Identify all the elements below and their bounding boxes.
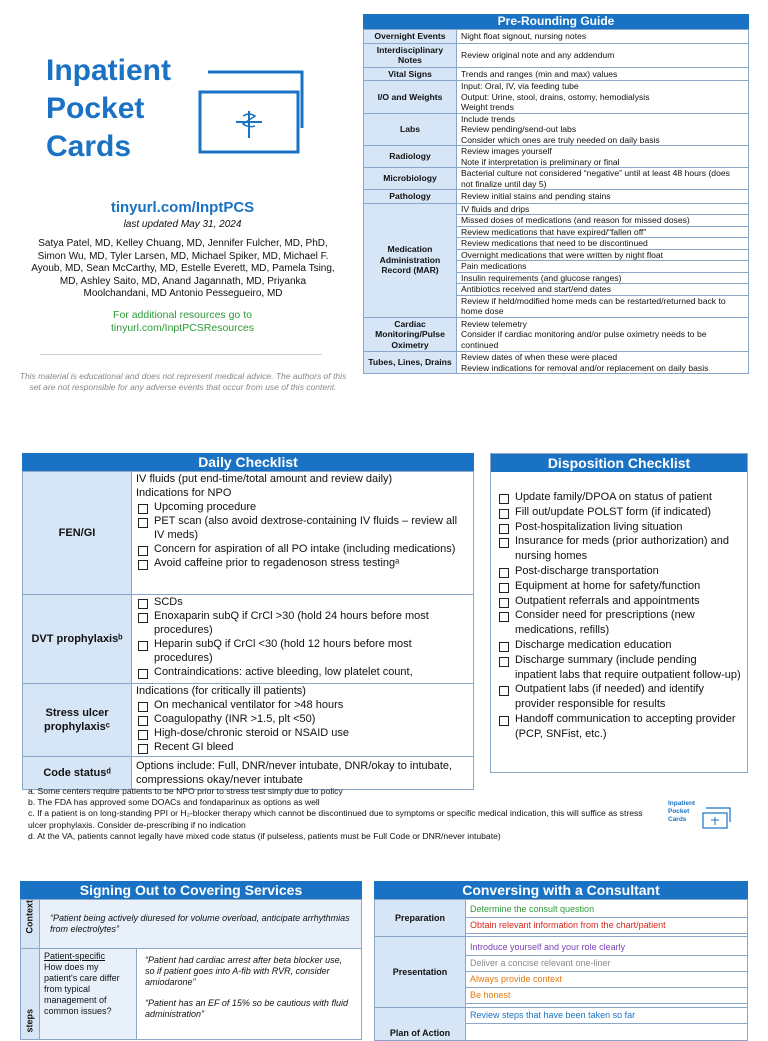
signout-section [20,881,362,1033]
fen-checkbox-item[interactable]: PET scan (also avoid dextrose-containing IV fluids – review all IV meds) [136,514,469,542]
quotes-cell [137,949,362,1040]
consult-step: Deliver a concise relevant one-liner [466,956,747,972]
code-row [23,757,474,790]
prerounding-table [363,29,749,374]
dvt-label: DVT prophylaxisᵇ [23,595,132,684]
dvt-row [23,595,474,684]
disposition-checkbox-item[interactable]: Post-discharge transportation [497,564,741,579]
small-logo-line-2: Pocket [668,808,690,815]
daily-checklist [22,453,474,790]
signout-table [20,899,362,1040]
disposition-checkbox-item[interactable]: Outpatient labs (if needed) and identify provider responsible for results [497,682,741,712]
mar-line: Insulin requirements (and glucose ranges) [457,272,749,284]
mar-line: Review if held/modified home meds can be restarted/returned back to home dose [457,295,749,317]
prerounding-line: Night float signout, nursing notes [461,31,587,41]
prerounding-label: Vital Signs [364,67,457,81]
stress-ulcer-row [23,684,474,757]
prerounding-value [457,67,749,81]
disposition-checkbox-item[interactable]: Post-hospitalization living situation [497,520,741,535]
fen-row [23,472,474,595]
footnote: a. Some centers require patients to be NPO prior to stress test simply due to policy [28,786,343,796]
fen-plain-line: IV fluids (put end-time/total amount and review daily) [136,473,393,485]
fen-plain-line: Indications for NPO [136,487,232,499]
disposition-checkbox-item[interactable]: Fill out/update POLST form (if indicated) [497,505,741,520]
context-row [21,900,362,949]
mar-line: Overnight medications that were written by night float [457,249,749,261]
prerounding-row [364,317,749,352]
authors: Satya Patel, MD, Kelley Chuang, MD, Jennifer Fulcher, MD, PhD, Simon Wu, MD, Tyler Larsen, MD, Michael Spiker, MD, Michael F. Ayoub, MD, Sean McCarthy, MD, Estelle Everett, MD, Pamela Tsing, MD, Ashley Saito, MD, Anand Jagannath, MD, Priyanka Moolchandani, MD Antonio Pessegueiro, MD [31,238,335,300]
context-text: “Patient being actively diuresed for volume overload, anticipate arrhythmias from electrolytes” [40,900,362,949]
prerounding-label: Overnight Events [364,30,457,44]
disclaimer: This material is educational and does not represent medical advice. The authors of this set are not responsible for any adverse events that occur from use of this content. [19,371,347,392]
disposition-checkbox-item[interactable]: Discharge medication education [497,638,741,653]
prerounding-label: I/O and Weights [364,81,457,114]
stress-ulcer-checkbox-item[interactable]: Coagulopathy (INR >1.5, plt <50) [136,712,469,726]
prerounding-line: Review telemetry [461,318,527,329]
footnote: b. The FDA has approved some DOACs and fondaparinux as options as well [28,797,320,808]
prerounding-line: Trends and ranges (min and max) values [461,68,618,79]
code-content: Options include: Full, DNR/never intubate, DNR/okay to intubate, compressions okay/never intubate [132,757,474,790]
dvt-content [132,595,474,684]
mar-line: Review medications that have expired/“fallen off” [457,226,749,238]
prerounding-value [457,113,749,146]
stress-ulcer-checkbox-item[interactable]: High-dose/chronic steroid or NSAID use [136,726,469,740]
prerounding-label: Radiology [364,146,457,168]
stress-ulcer-label: Stress ulcer prophylaxisᶜ [23,684,132,757]
stress-ulcer-checkbox-item[interactable]: On mechanical ventilator for >48 hours [136,698,469,712]
prerounding-value [457,317,749,352]
stress-ulcer-checkbox-item[interactable]: Recent GI bleed [136,740,469,754]
small-logo-line-1: Inpatient [668,800,696,807]
title-line-2: Pocket [46,92,145,125]
prerounding-label: Microbiology [364,168,457,190]
prerounding-row [364,43,749,67]
fen-label: FEN/GI [23,472,132,595]
footnote: c. If a patient is on long-standing PPI or H₂-blocker therapy which cannot be discontinued due to symptoms or specific medical indication, this will suffice as stress ulcer prophylaxis. Consider de-prescribing if no indication [28,808,643,830]
prerounding-value [457,30,749,44]
plan-content [466,1008,748,1041]
prerounding-value [457,43,749,67]
daily-title: Daily Checklist [22,453,474,471]
dvt-checkbox-item[interactable]: Contraindications: active bleeding, low platelet count, [136,665,469,679]
disposition-checkbox-item[interactable]: Outpatient referrals and appointments [497,594,741,609]
disposition-checkbox-item[interactable]: Insurance for meds (prior authorization) and nursing homes [497,534,741,564]
footnote: d. At the VA, patients cannot legally have mixed code status (if pulseless, patients must be Full Code or DNR/never intubate) [28,830,501,841]
mar-line: Antibiotics received and start/end dates [457,284,749,296]
consult-step: Always provide context [466,972,747,988]
prerounding-line: Review dates of when these were placed [461,352,618,362]
prerounding-row [364,30,749,44]
mar-line: Missed doses of medications (and reason for missed doses) [457,215,749,227]
small-logo-line-3: Cards [668,816,687,823]
fen-checkbox-item[interactable]: Upcoming procedure [136,500,469,514]
consult-step: Be honest [466,988,747,1004]
patient-specific-row [21,949,362,1040]
consult-step: Obtain relevant information from the chart/patient [466,918,747,934]
consult-step: Review steps that have been taken so far [466,1008,747,1024]
prerounding-line: Include trends [461,113,515,124]
prerounding-row [364,67,749,81]
patient-specific-text: How does my patient's care differ from typical management of common issues? [44,962,120,1016]
disposition-checkbox-item[interactable]: Consider need for prescriptions (new medications, refills) [497,608,741,638]
consult-step: Determine the consult question [466,902,747,918]
consultant-table [374,899,748,1041]
prerounding-row [364,168,749,190]
prerounding-line: Consider if cardiac monitoring and/or pulse oximetry needs to be continued [461,329,707,350]
prerounding-label: Labs [364,113,457,146]
quote-1: “Patient had cardiac arrest after beta blocker use, so if patient goes into A-fib with RVR, consider amiodarone” [145,955,343,987]
fen-checkbox-item[interactable]: Avoid caffeine prior to regadenoson stress testingᵃ [136,556,469,570]
disposition-checkbox-item[interactable]: Update family/DPOA on status of patient [497,490,741,505]
dvt-checkbox-item[interactable]: Enoxaparin subQ if CrCl >30 (hold 24 hours before most procedures) [136,609,469,637]
code-label: Code statusᵈ [23,757,132,790]
presentation-content [466,937,748,1008]
prerounding-value [457,190,749,204]
prerounding-line: Review indications for removal and/or replacement on daily basis [461,362,709,373]
presentation-row [375,937,748,1008]
footnotes [28,786,648,842]
small-logo [668,800,695,824]
presentation-label: Presentation [375,937,466,1008]
disposition-checkbox-item[interactable]: Equipment at home for safety/function [497,579,741,594]
prerounding-label: Cardiac Monitoring/Pulse Oximetry [364,317,457,352]
prerounding-value [457,81,749,114]
prerounding-title: Pre-Rounding Guide [363,14,749,29]
prerounding-line: Review original note and any addendum [461,49,615,60]
prerounding-label: Pathology [364,190,457,204]
plan-label: Plan of Action [375,1008,466,1041]
prerounding-line: Review images yourself [461,146,552,156]
su-indications: Indications (for critically ill patients) [136,685,306,697]
prerounding-line: Weight trends [461,102,514,112]
prerounding-row [364,146,749,168]
consultant-title: Conversing with a Consultant [374,881,748,899]
mar-line: Pain medications [457,261,749,273]
prerounding-row [364,190,749,204]
prerounding-line: Note if interpretation is preliminary or final [461,156,620,167]
plan-row [375,1008,748,1041]
prerounding-line: Bacterial culture not considered “negative” until at least 48 hours (does not finalize until day 5) [461,168,730,189]
title-line-1: Inpatient [46,54,171,87]
dvt-checkbox-item[interactable]: SCDs [136,595,469,609]
consult-step: Introduce yourself and your role clearly [466,940,747,956]
prerounding-label: Tubes, Lines, Drains [364,352,457,374]
context-label: Context [21,900,40,949]
patient-specific-head: Patient-specific [44,951,106,961]
prerounding-value [457,168,749,190]
steps-label: steps [21,949,40,1040]
disposition-checkbox-item[interactable]: Handoff communication to accepting provider (PCP, SNFist, etc.) [497,712,741,742]
small-cards-icon [702,806,732,835]
quote-2: “Patient has an EF of 15% so be cautious with fluid administration” [145,998,348,1019]
prep-label: Preparation [375,900,466,937]
patient-specific-cell [40,949,137,1040]
prerounding-row [364,81,749,114]
fen-checkbox-item[interactable]: Concern for aspiration of all PO intake (including medications) [136,542,469,556]
prep-content [466,900,748,937]
url-link[interactable]: tinyurl.com/InptPCS [110,199,255,216]
mar-label: Medication Administration Record (MAR) [364,203,457,317]
divider [40,354,322,355]
prerounding-row [364,113,749,146]
prerounding-line: Input: Oral, IV, via feeding tube [461,81,579,91]
disposition-list [497,490,741,742]
page-title [46,52,171,166]
mar-line: IV fluids and drips [457,203,749,215]
prerounding-value [457,146,749,168]
prerounding-guide [363,14,749,374]
prerounding-line: Consider which ones are truly needed on daily basis [461,134,660,145]
prerounding-row [364,352,749,374]
prerounding-line: Review pending/send-out labs [461,124,577,134]
mar-line: Review medications that need to be discontinued [457,238,749,250]
daily-table [22,471,474,790]
disposition-checkbox-item[interactable]: Discharge summary (include pending inpatient labs that require outpatient follow-up) [497,653,741,683]
stress-ulcer-content [132,684,474,757]
prerounding-label: Interdisciplinary Notes [364,43,457,67]
prerounding-value [457,352,749,374]
cards-logo-icon [198,66,312,161]
prep-row [375,900,748,937]
title-line-3: Cards [46,130,132,163]
dvt-checkbox-item[interactable]: Heparin subQ if CrCl <30 (hold 12 hours before most procedures) [136,637,469,665]
disposition-checklist [490,453,748,773]
signout-title: Signing Out to Covering Services [20,881,362,899]
prerounding-line: Output: Urine, stool, drains, ostomy, hemodialysis [461,91,650,102]
last-updated: last updated May 31, 2024 [123,219,242,230]
disposition-title: Disposition Checklist [491,454,747,472]
resources-note[interactable]: For additional resources go to tinyurl.com/InptPCSResources [111,309,254,334]
fen-content [132,472,474,595]
prerounding-line: Review initial stains and pending stains [461,191,611,201]
mar-row [364,203,749,215]
consultant-section [374,881,748,1038]
